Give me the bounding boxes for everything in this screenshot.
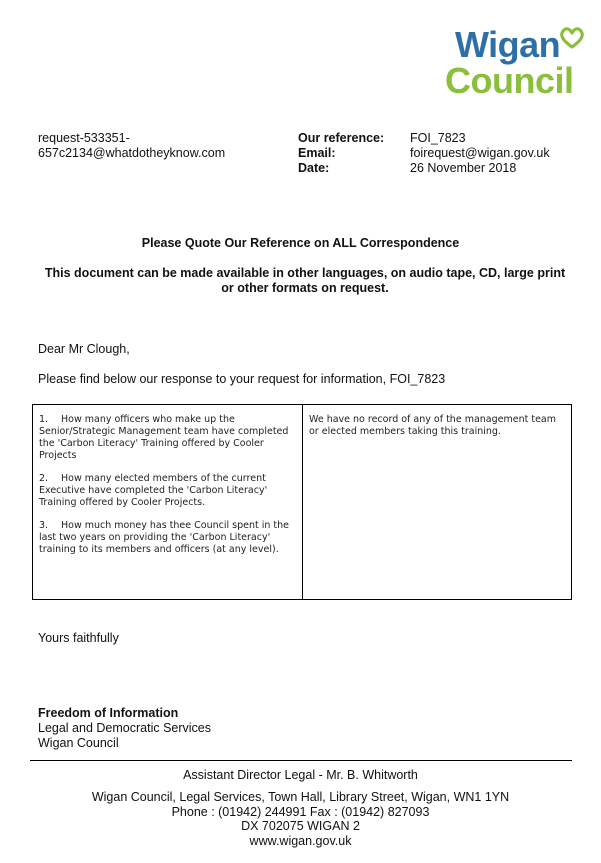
intro-paragraph: Please find below our response to your request for information, FOI_7823 <box>38 372 446 386</box>
date-value: 26 November 2018 <box>410 161 517 175</box>
question-item <box>39 473 296 509</box>
footer-phone: Phone : (01942) 244991 Fax : (01942) 827093 <box>171 804 430 819</box>
footer-website: www.wigan.gov.uk <box>249 833 352 848</box>
signature-title: Freedom of Information <box>38 706 179 720</box>
recipient-line-2: 657c2134@whatdotheyknow.com <box>38 146 226 160</box>
salutation: Dear Mr Clough, <box>38 342 130 356</box>
question-item <box>39 520 296 556</box>
logo-council-text: Council <box>445 60 574 101</box>
footer-address: Wigan Council, Legal Services, Town Hall, Library Street, Wigan, WN1 1YN <box>91 790 510 804</box>
signature-organisation: Wigan Council <box>38 736 119 750</box>
heart-icon <box>559 26 585 50</box>
answer-text: We have no record of any of the management team or elected members taking this training. <box>309 414 556 437</box>
signature-department: Legal and Democratic Services <box>38 721 211 735</box>
question-number: 2. <box>39 473 49 484</box>
question-number: 3. <box>39 520 49 531</box>
our-reference-label: Our reference: <box>298 131 385 145</box>
recipient-address <box>38 131 225 161</box>
email-row <box>298 146 550 161</box>
signature-block <box>38 706 211 751</box>
date-row <box>298 161 550 176</box>
reference-block <box>298 131 550 176</box>
logo-wigan-text: Wigan <box>455 24 561 65</box>
wigan-council-logo <box>441 26 591 104</box>
question-item <box>39 414 296 462</box>
footer-address-block <box>0 790 601 848</box>
question-number: 1. <box>39 414 49 425</box>
question-text: How many officers who make up the Senior/Strategic Management team have completed the 'Carbon Literacy' Training offered by Cooler Projects <box>39 414 289 461</box>
our-reference-row <box>298 131 550 146</box>
email-value: foirequest@wigan.gov.uk <box>410 146 550 160</box>
date-label: Date: <box>298 161 330 175</box>
footer-director: Assistant Director Legal - Mr. B. Whitworth <box>183 768 418 782</box>
quote-reference-notice: Please Quote Our Reference on ALL Correspondence <box>141 236 460 250</box>
response-table <box>32 404 572 600</box>
valediction: Yours faithfully <box>38 631 119 645</box>
question-text: How many elected members of the current Executive have completed the 'Carbon Literacy' Training offered by Cooler Projects. <box>39 473 268 508</box>
answer-column <box>303 405 571 599</box>
availability-notice: This document can be made available in other languages, on audio tape, CD, large print or other formats on request. <box>44 266 566 295</box>
questions-column <box>33 405 303 599</box>
email-label: Email: <box>298 146 336 160</box>
question-text: How much money has thee Council spent in the last two years on providing the 'Carbon Literacy' training to its members and officers (at any level). <box>39 520 289 555</box>
our-reference-value: FOI_7823 <box>410 131 466 145</box>
footer-divider <box>30 760 572 761</box>
recipient-line-1: request-533351- <box>38 131 130 145</box>
footer-dx: DX 702075 WIGAN 2 <box>241 819 360 833</box>
